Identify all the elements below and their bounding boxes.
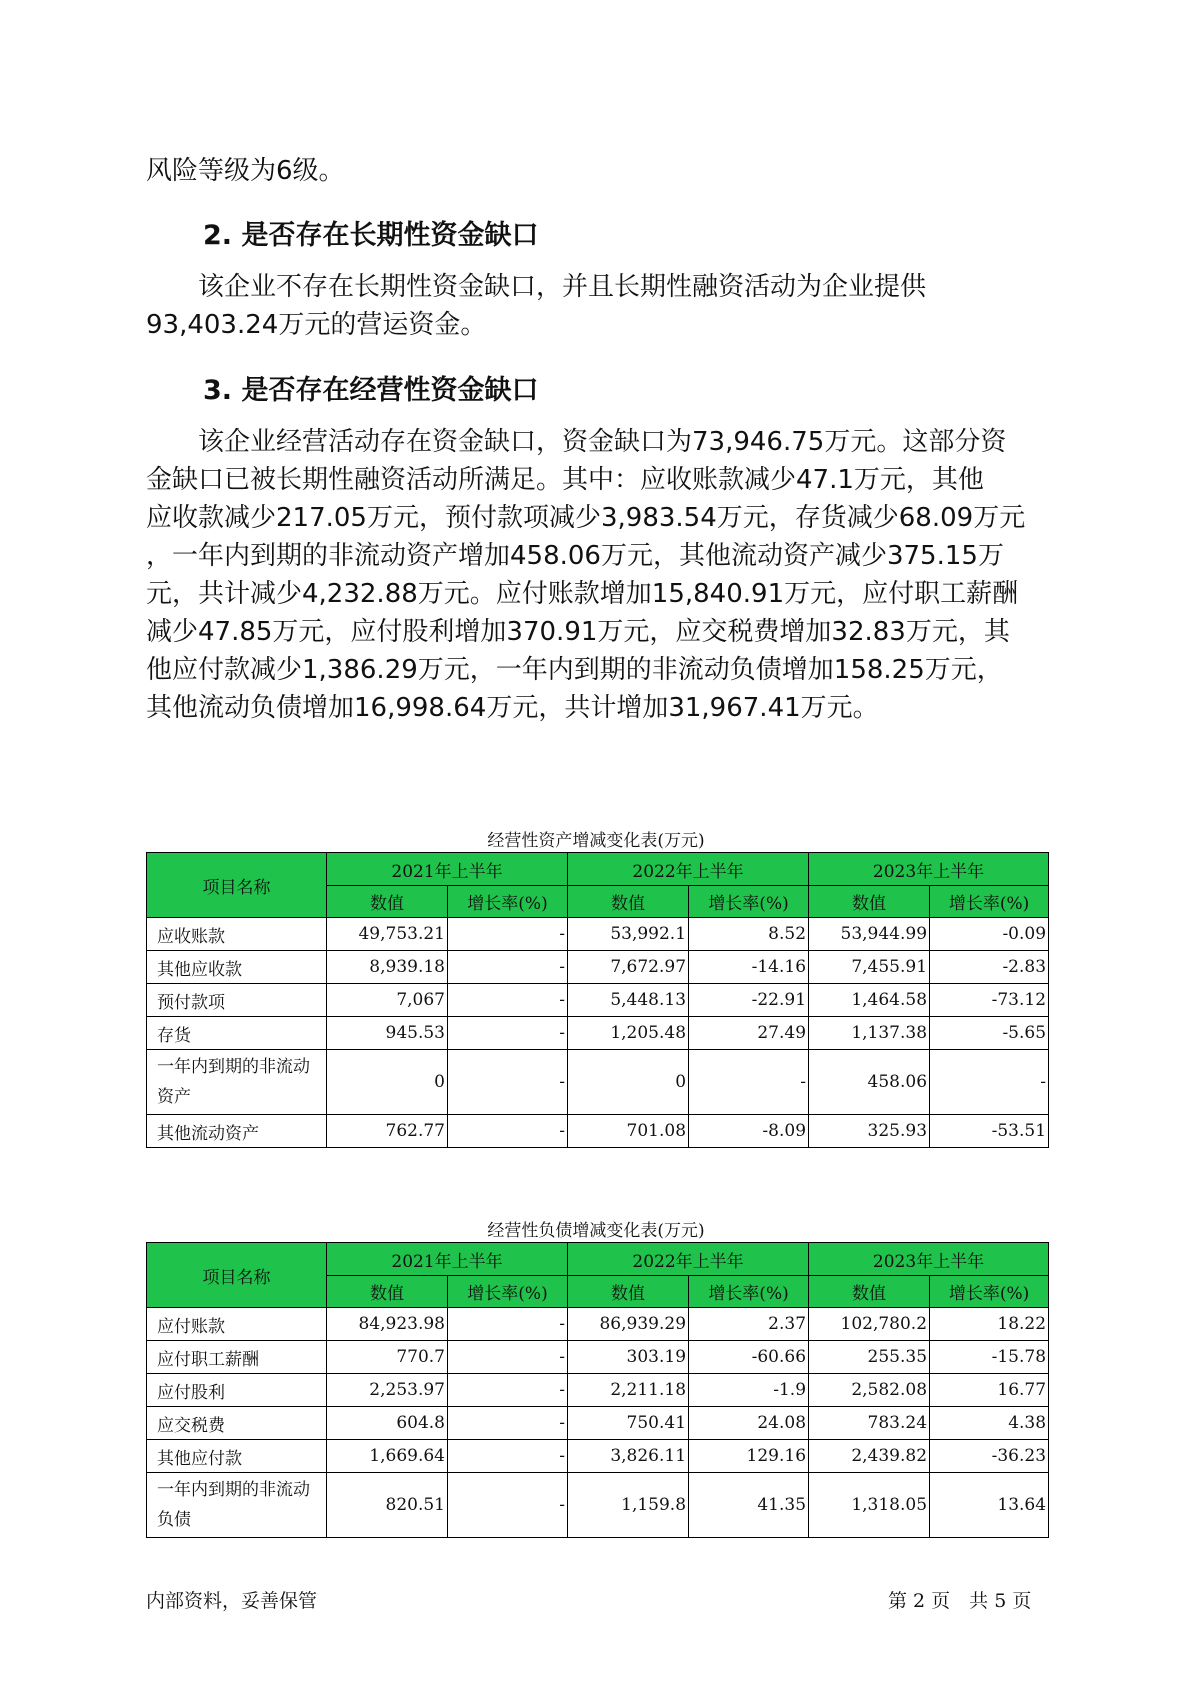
cell-growth: -2.83 xyxy=(930,951,1049,984)
cell-value: 945.53 xyxy=(327,1017,448,1050)
cell-growth: - xyxy=(448,1017,568,1050)
row-item-name: 应交税费 xyxy=(147,1407,327,1440)
cell-growth: 16.77 xyxy=(930,1374,1049,1407)
cell-growth: - xyxy=(448,1341,568,1374)
header-growth: 增长率(%) xyxy=(448,886,568,918)
cell-value: 0 xyxy=(327,1050,448,1115)
cell-growth: - xyxy=(448,1374,568,1407)
cell-value: 49,753.21 xyxy=(327,918,448,951)
row-item-name: 应付职工薪酬 xyxy=(147,1341,327,1374)
section3-paragraph xyxy=(146,423,1046,727)
cell-value: 1,137.38 xyxy=(809,1017,930,1050)
liabilities-table-caption: 经营性负债增减变化表(万元) xyxy=(487,1221,705,1241)
paragraph-line: 减少47.85万元，应付股利增加370.91万元，应交税费增加32.83万元，其 xyxy=(146,617,1010,647)
cell-growth: 18.22 xyxy=(930,1308,1049,1341)
cell-value: 7,455.91 xyxy=(809,951,930,984)
header-growth: 增长率(%) xyxy=(689,1276,809,1308)
paragraph-line: 该企业不存在长期性资金缺口，并且长期性融资活动为企业提供 xyxy=(146,272,927,302)
cell-growth: - xyxy=(448,1407,568,1440)
cell-growth: -22.91 xyxy=(689,984,809,1017)
cell-growth: 24.08 xyxy=(689,1407,809,1440)
cell-growth: 13.64 xyxy=(930,1473,1049,1538)
cell-value: 701.08 xyxy=(568,1115,689,1148)
header-item-name: 项目名称 xyxy=(147,1243,327,1308)
cell-value: 458.06 xyxy=(809,1050,930,1115)
row-item-name: 其他流动资产 xyxy=(147,1115,327,1148)
liabilities-table-body xyxy=(147,1308,1049,1538)
paragraph-line: 该企业经营活动存在资金缺口，资金缺口为73,946.75万元。这部分资 xyxy=(146,427,1007,457)
header-value: 数值 xyxy=(327,886,448,918)
table-row xyxy=(147,1341,1049,1374)
cell-growth: - xyxy=(448,984,568,1017)
header-year-2021: 2021年上半年 xyxy=(327,1243,568,1276)
cell-growth: 27.49 xyxy=(689,1017,809,1050)
header-growth: 增长率(%) xyxy=(448,1276,568,1308)
table-row xyxy=(147,1050,1049,1115)
cell-growth: - xyxy=(448,1050,568,1115)
cell-growth: -8.09 xyxy=(689,1115,809,1148)
cell-value: 2,582.08 xyxy=(809,1374,930,1407)
cell-value: 102,780.2 xyxy=(809,1308,930,1341)
cell-value: 1,159.8 xyxy=(568,1473,689,1538)
table-row xyxy=(147,1115,1049,1148)
row-item-name: 存货 xyxy=(147,1017,327,1050)
cell-growth: - xyxy=(448,951,568,984)
footer-confidential-note: 内部资料，妥善保管 xyxy=(146,1590,318,1612)
cell-value: 0 xyxy=(568,1050,689,1115)
cell-growth: - xyxy=(448,1115,568,1148)
cell-value: 2,439.82 xyxy=(809,1440,930,1473)
cell-growth: - xyxy=(448,918,568,951)
cell-value: 604.8 xyxy=(327,1407,448,1440)
section2-paragraph xyxy=(146,268,1046,344)
table-row xyxy=(147,1308,1049,1341)
paragraph-line: 元，共计减少4,232.88万元。应付账款增加15,840.91万元，应付职工薪酬 xyxy=(146,579,1019,609)
cell-value: 762.77 xyxy=(327,1115,448,1148)
paragraph-line: ，一年内到期的非流动资产增加458.06万元，其他流动资产减少375.15万 xyxy=(146,541,1004,571)
row-item-name: 应付股利 xyxy=(147,1374,327,1407)
cell-growth: - xyxy=(448,1440,568,1473)
cell-value: 783.24 xyxy=(809,1407,930,1440)
cell-growth: -15.78 xyxy=(930,1341,1049,1374)
paragraph-line: 应收款减少217.05万元，预付款项减少3,983.54万元，存货减少68.09万元 xyxy=(146,503,1026,533)
header-value: 数值 xyxy=(809,1276,930,1308)
paragraph-line: 他应付款减少1,386.29万元，一年内到期的非流动负债增加158.25万元， xyxy=(146,655,1003,685)
table-row xyxy=(147,1017,1049,1050)
table-row xyxy=(147,1473,1049,1538)
cell-growth: - xyxy=(448,1308,568,1341)
row-item-name: 预付款项 xyxy=(147,984,327,1017)
cell-value: 1,318.05 xyxy=(809,1473,930,1538)
header-value: 数值 xyxy=(809,886,930,918)
cell-value: 770.7 xyxy=(327,1341,448,1374)
table-row xyxy=(147,951,1049,984)
cell-growth: 2.37 xyxy=(689,1308,809,1341)
section2-heading: 2. 是否存在长期性资金缺口 xyxy=(203,220,539,251)
header-year-2023: 2023年上半年 xyxy=(809,1243,1049,1276)
cell-value: 5,448.13 xyxy=(568,984,689,1017)
cell-growth: - xyxy=(448,1473,568,1538)
cell-value: 303.19 xyxy=(568,1341,689,1374)
header-year-2023: 2023年上半年 xyxy=(809,853,1049,886)
cell-value: 820.51 xyxy=(327,1473,448,1538)
cell-value: 8,939.18 xyxy=(327,951,448,984)
cell-value: 2,253.97 xyxy=(327,1374,448,1407)
table-row xyxy=(147,1440,1049,1473)
paragraph-line: 其他流动负债增加16,998.64万元，共计增加31,967.41万元。 xyxy=(146,693,879,723)
cell-value: 1,669.64 xyxy=(327,1440,448,1473)
intro-line: 风险等级为6级。 xyxy=(146,156,345,186)
liabilities-table xyxy=(146,1242,1049,1538)
row-item-name: 一年内到期的非流动负债 xyxy=(147,1473,327,1538)
cell-value: 1,205.48 xyxy=(568,1017,689,1050)
paragraph-line: 金缺口已被长期性融资活动所满足。其中：应收账款减少47.1万元，其他 xyxy=(146,465,984,495)
cell-growth: - xyxy=(689,1050,809,1115)
cell-growth: -14.16 xyxy=(689,951,809,984)
assets-table-body xyxy=(147,918,1049,1148)
cell-growth: -60.66 xyxy=(689,1341,809,1374)
header-value: 数值 xyxy=(568,1276,689,1308)
cell-growth: -73.12 xyxy=(930,984,1049,1017)
cell-growth: 129.16 xyxy=(689,1440,809,1473)
table-row xyxy=(147,918,1049,951)
header-item-name: 项目名称 xyxy=(147,853,327,918)
cell-growth: -53.51 xyxy=(930,1115,1049,1148)
cell-value: 1,464.58 xyxy=(809,984,930,1017)
cell-value: 2,211.18 xyxy=(568,1374,689,1407)
cell-value: 53,944.99 xyxy=(809,918,930,951)
cell-value: 84,923.98 xyxy=(327,1308,448,1341)
assets-table xyxy=(146,852,1049,1148)
row-item-name: 应付账款 xyxy=(147,1308,327,1341)
cell-growth: 8.52 xyxy=(689,918,809,951)
cell-value: 325.93 xyxy=(809,1115,930,1148)
footer-page-number: 第 2 页 共 5 页 xyxy=(888,1590,1032,1612)
cell-growth: 4.38 xyxy=(930,1407,1049,1440)
cell-growth: - xyxy=(930,1050,1049,1115)
table-row xyxy=(147,984,1049,1017)
header-year-2022: 2022年上半年 xyxy=(568,853,809,886)
table-row xyxy=(147,1407,1049,1440)
header-year-2021: 2021年上半年 xyxy=(327,853,568,886)
cell-growth: -36.23 xyxy=(930,1440,1049,1473)
cell-value: 53,992.1 xyxy=(568,918,689,951)
cell-growth: 41.35 xyxy=(689,1473,809,1538)
cell-value: 255.35 xyxy=(809,1341,930,1374)
cell-value: 3,826.11 xyxy=(568,1440,689,1473)
assets-table-caption: 经营性资产增减变化表(万元) xyxy=(487,831,705,851)
cell-growth: -1.9 xyxy=(689,1374,809,1407)
header-year-2022: 2022年上半年 xyxy=(568,1243,809,1276)
cell-value: 7,672.97 xyxy=(568,951,689,984)
header-growth: 增长率(%) xyxy=(689,886,809,918)
cell-growth: -5.65 xyxy=(930,1017,1049,1050)
cell-value: 7,067 xyxy=(327,984,448,1017)
cell-value: 750.41 xyxy=(568,1407,689,1440)
table-row xyxy=(147,1374,1049,1407)
intro-text xyxy=(146,152,1046,190)
header-value: 数值 xyxy=(568,886,689,918)
row-item-name: 其他应收款 xyxy=(147,951,327,984)
cell-growth: -0.09 xyxy=(930,918,1049,951)
row-item-name: 一年内到期的非流动资产 xyxy=(147,1050,327,1115)
paragraph-line: 93,403.24万元的营运资金。 xyxy=(146,310,487,340)
row-item-name: 应收账款 xyxy=(147,918,327,951)
header-growth: 增长率(%) xyxy=(930,1276,1049,1308)
section3-heading: 3. 是否存在经营性资金缺口 xyxy=(203,375,539,406)
header-growth: 增长率(%) xyxy=(930,886,1049,918)
cell-value: 86,939.29 xyxy=(568,1308,689,1341)
header-value: 数值 xyxy=(327,1276,448,1308)
row-item-name: 其他应付款 xyxy=(147,1440,327,1473)
